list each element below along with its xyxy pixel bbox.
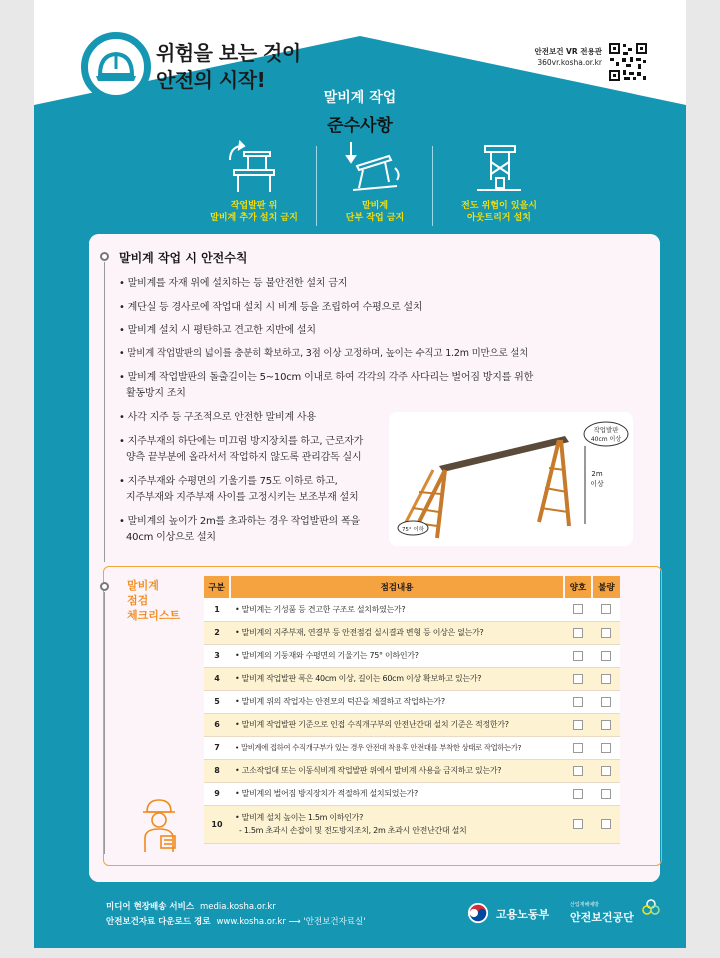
height-label: 2m — [591, 470, 603, 478]
section-line — [104, 592, 105, 854]
bad-checkbox[interactable] — [601, 819, 611, 829]
roof-subtitle: 말비계 작업 — [323, 90, 397, 106]
angle-label: 75° 이하 — [401, 527, 425, 533]
safety-rules-section — [89, 234, 660, 564]
slogan — [156, 40, 301, 94]
helmet-icon — [88, 39, 144, 95]
checklist-title: 말비계 점검 체크리스트 — [127, 579, 181, 622]
good-checkbox[interactable] — [573, 819, 583, 829]
stacked-scaffold-icon — [224, 140, 284, 196]
scaffold-illustration — [389, 412, 633, 546]
table-row: 9 • 말비계의 벌어짐 방지장치가 적절하게 설치되었는가? — [204, 782, 620, 805]
table-row: 5 • 말비계 위의 작업자는 안전모의 턱끈을 체결하고 작업하는가? — [204, 690, 620, 713]
rule-label-2: 말비계 단부 작업 금지 — [345, 201, 405, 223]
download-url[interactable]: www.kosha.or.kr — [216, 917, 286, 927]
bad-checkbox[interactable] — [601, 651, 611, 661]
vr-label: 안전보건 VR 전용관 — [534, 47, 602, 56]
taegeuk-logo-icon — [466, 902, 490, 924]
bad-checkbox[interactable] — [601, 789, 611, 799]
safety-bullet: • 사각 지주 등 구조적으로 안전한 말비계 사용 — [119, 412, 316, 423]
safety-bullet: • 계단실 등 경사로에 작업대 설치 시 비계 등을 조립하여 수평으로 설치 — [119, 302, 423, 313]
media-label: 미디어 현장배송 서비스 — [106, 902, 195, 912]
main-panel — [89, 234, 660, 882]
bad-checkbox[interactable] — [601, 697, 611, 707]
plank-label: 작업발판 — [593, 426, 619, 434]
safety-bullet: • 말비계 설치 시 평탄하고 견고한 지반에 설치 — [119, 325, 316, 336]
slogan-line-2: 안전의 시작! — [156, 68, 266, 92]
safety-bullet: • 말비계 작업발판의 넓이를 충분히 확보하고, 3점 이상 고정하며, 높이는 수직고 1.2m 미만으로 설치 — [119, 348, 529, 359]
roof-title: 준수사항 — [327, 116, 393, 136]
download-label: 안전보건자료 다운로드 경로 — [106, 917, 211, 927]
rule-label-1: 작업발판 위 말비계 추가 설치 금지 — [210, 201, 298, 223]
safety-bullet: • 말비계 작업발판의 돌출길이는 5~10cm 이내로 하여 각각의 각주 사다리는 벌어짐 방지를 위한 활동방지 조치 — [119, 372, 534, 399]
good-checkbox[interactable] — [573, 674, 583, 684]
row-item-subtext: - 1.5m 초과시 손잡이 및 전도방지조치, 2m 초과시 안전난간대 설치 — [239, 826, 467, 835]
good-checkbox[interactable] — [573, 720, 583, 730]
table-row: 6 • 말비계 작업발판 기준으로 인접 수직개구부의 안전난간대 설치 기준은 적정한가? — [204, 713, 620, 736]
bad-checkbox[interactable] — [601, 674, 611, 684]
bad-checkbox[interactable] — [601, 720, 611, 730]
kosha-logo-icon — [642, 898, 660, 916]
safety-bullet: • 지주부재와 수평면의 기울기를 75도 이하로 하고, 지주부재와 지주부재 사이를 고정시키는 보조부재 설치 — [119, 476, 359, 503]
table-row: 4 • 말비계 작업발판 폭은 40cm 이상, 길이는 60cm 이상 확보하고 있는가? — [204, 667, 620, 690]
table-row: 10 • 말비계 설치 높이는 1.5m 이하인가? - 1.5m 초과시 손잡이 및 전도방지조치, 2m 초과시 안전난간대 설치 — [204, 805, 620, 843]
safety-heading: 말비계 작업 시 안전수칙 — [119, 251, 248, 265]
outrigger-icon — [469, 140, 529, 196]
good-checkbox[interactable] — [573, 604, 583, 614]
good-checkbox[interactable] — [573, 628, 583, 638]
vr-info — [512, 46, 602, 68]
good-checkbox[interactable] — [573, 697, 583, 707]
table-row: 2 • 말비계의 지주부재, 연결부 등 안전점검 실시결과 변형 등 이상은 없는가? — [204, 621, 620, 644]
qr-code-icon[interactable] — [608, 42, 648, 82]
col-header-no: 구분 — [204, 576, 230, 598]
slogan-line-1: 위험을 보는 것이 — [156, 41, 301, 65]
col-header-bad: 불량 — [592, 576, 620, 598]
safety-bullet: • 말비계를 자재 위에 설치하는 등 불안전한 설치 금지 — [119, 278, 348, 289]
safety-bullet: • 말비계의 높이가 2m를 초과하는 경우 작업발판의 폭을 40cm 이상으로 설치 — [119, 516, 360, 543]
download-menu: '안전보건자료실' — [303, 917, 366, 927]
ministry-name: 고용노동부 — [496, 908, 550, 921]
table-row: 7 • 말비계에 접하여 수직개구부가 있는 경우 안전대 착용후 안전대를 부착한 상태로 작업하는가? — [204, 736, 620, 759]
scaffold-drawing-icon — [389, 412, 633, 546]
poster — [34, 0, 686, 948]
good-checkbox[interactable] — [573, 743, 583, 753]
col-header-good: 양호 — [564, 576, 592, 598]
table-row: 1 • 말비계는 기성품 등 견고한 구조로 설치하였는가? — [204, 598, 620, 621]
safety-bullet: • 지주부재의 하단에는 미끄럼 방지장치를 하고, 근로자가 양측 끝부분에 올라서서 작업하지 않도록 관리감독 실시 — [119, 436, 364, 463]
kosha-tagline: 산업재해예방 — [570, 902, 599, 908]
bad-checkbox[interactable] — [601, 628, 611, 638]
good-checkbox[interactable] — [573, 789, 583, 799]
good-checkbox[interactable] — [573, 651, 583, 661]
checklist-section — [89, 564, 660, 882]
table-row: 8 • 고소작업대 또는 이동식비계 작업발판 위에서 말비계 사용을 금지하고 있는가? — [204, 759, 620, 782]
helmet-badge — [81, 32, 151, 102]
bad-checkbox[interactable] — [601, 766, 611, 776]
section-marker — [100, 252, 109, 261]
col-header-item: 점검내용 — [230, 576, 564, 598]
plank-width-label: 40cm 이상 — [590, 436, 622, 443]
row-item-text: • 말비계 설치 높이는 1.5m 이하인가? — [235, 813, 364, 822]
footer-info — [106, 900, 366, 930]
bad-checkbox[interactable] — [601, 743, 611, 753]
kosha-name: 안전보건공단 — [570, 911, 634, 924]
media-url[interactable]: media.kosha.or.kr — [200, 902, 276, 912]
height-unit-label: 이상 — [590, 480, 604, 488]
worker-icon — [137, 796, 181, 854]
tilting-scaffold-icon — [345, 140, 405, 196]
good-checkbox[interactable] — [573, 766, 583, 776]
section-line — [104, 262, 105, 562]
section-marker — [100, 582, 109, 591]
arrow-icon: ⟶ — [288, 917, 301, 927]
vr-url[interactable]: 360vr.kosha.or.kr — [537, 58, 602, 67]
checklist-table — [204, 576, 620, 844]
table-row: 3 • 말비계의 기둥재와 수평면의 기울기는 75° 이하인가? — [204, 644, 620, 667]
bad-checkbox[interactable] — [601, 604, 611, 614]
rule-label-3: 전도 위험이 있을시 아웃트리거 설치 — [461, 201, 537, 223]
